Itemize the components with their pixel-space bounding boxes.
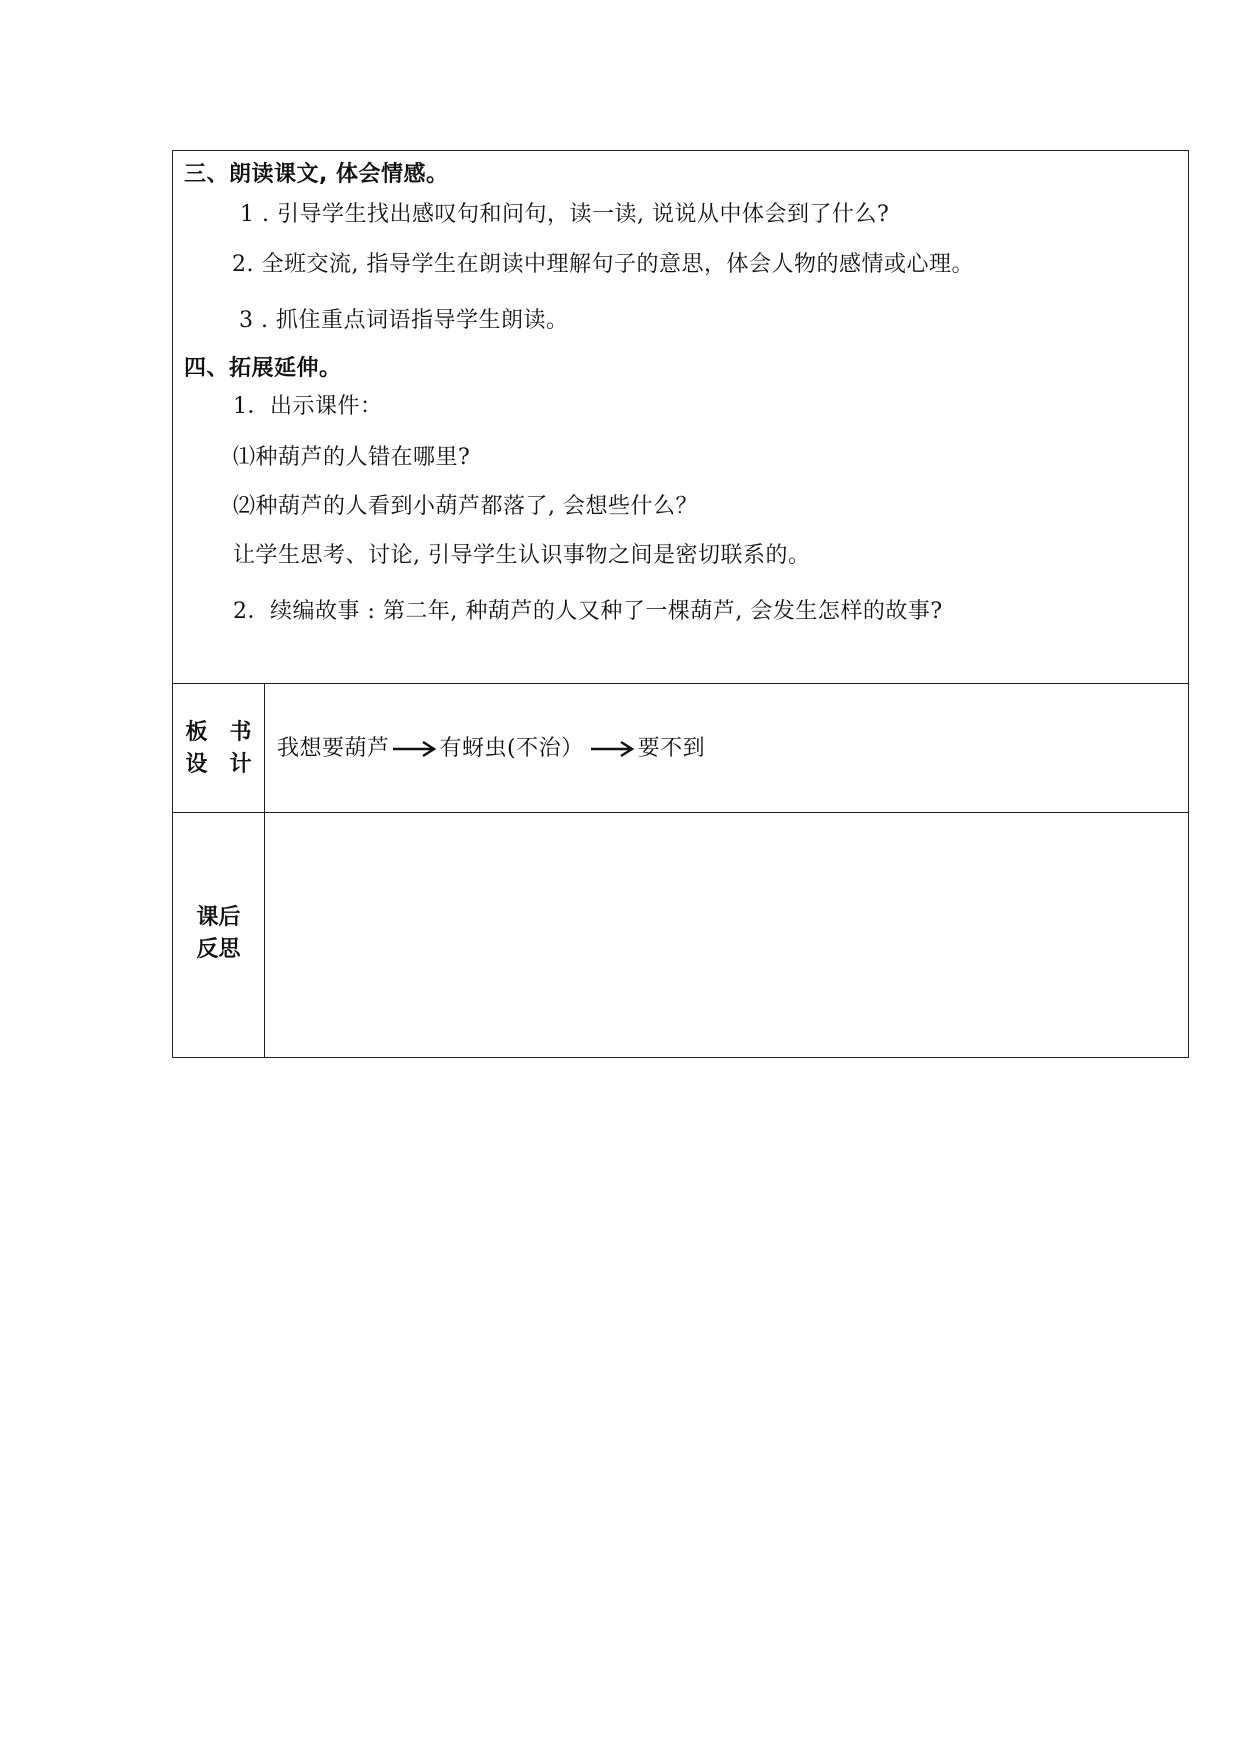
- list-item: 2. 全班交流, 指导学生在朗读中理解句子的意思，体会人物的感情或心理。: [232, 252, 974, 277]
- list-item: 1．出示课件：: [233, 394, 383, 419]
- table-row-divider: [173, 683, 1188, 684]
- reflection-content-area: [266, 814, 1188, 1056]
- list-item: 3 . 抓住重点词语指导学生朗读。: [239, 308, 569, 333]
- label-line: 设 计: [185, 752, 252, 777]
- right-arrow-icon: [392, 735, 438, 763]
- lesson-plan-table: [172, 150, 1189, 1058]
- board-step: 要不到: [637, 736, 706, 761]
- board-step: 有蚜虫(不治）: [439, 736, 584, 761]
- list-item: ⑴种葫芦的人错在哪里?: [233, 445, 471, 470]
- reflection-label: [173, 902, 264, 966]
- board-step: 我想要葫芦: [277, 736, 390, 761]
- section-heading: 三、朗读课文, 体会情感。: [184, 162, 449, 187]
- list-item: ⑵种葫芦的人看到小葫芦都落了, 会想些什么？: [233, 494, 698, 519]
- table-row-divider: [173, 812, 1188, 813]
- right-arrow-icon: [590, 735, 636, 763]
- label-line: 课后: [196, 905, 241, 930]
- paragraph: 让学生思考、讨论, 引导学生认识事物之间是密切联系的。: [233, 543, 811, 568]
- list-item: 2．续编故事 : 第二年, 种葫芦的人又种了一棵葫芦, 会发生怎样的故事?: [233, 599, 943, 624]
- label-line: 反思: [196, 937, 241, 962]
- board-flow: [277, 735, 705, 763]
- table-column-divider: [264, 683, 265, 1057]
- list-item: 1 . 引导学生找出感叹句和问句，读一读, 说说从中体会到了什么?: [240, 202, 890, 227]
- label-line: 板 书: [185, 720, 252, 745]
- section-heading: 四、拓展延伸。: [184, 356, 342, 381]
- board-design-label: [173, 717, 264, 781]
